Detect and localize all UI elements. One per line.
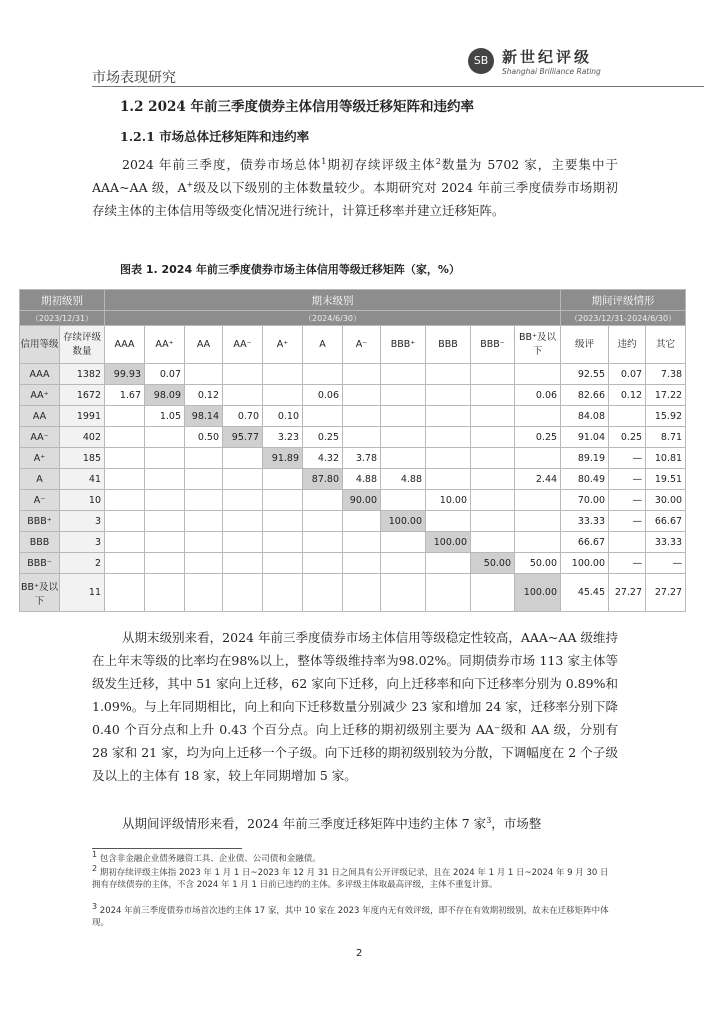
matrix-cell xyxy=(145,511,185,532)
col-header-period: 违约 xyxy=(609,326,646,364)
matrix-cell: 0.70 xyxy=(223,406,263,427)
matrix-cell xyxy=(343,532,381,553)
footnote-divider xyxy=(92,848,242,849)
matrix-cell xyxy=(223,553,263,574)
matrix-cell xyxy=(426,364,471,385)
matrix-cell xyxy=(263,364,303,385)
matrix-cell xyxy=(105,574,145,612)
col-header-end-grade: AAA xyxy=(105,326,145,364)
matrix-cell xyxy=(303,574,343,612)
table-row xyxy=(20,574,686,612)
matrix-cell xyxy=(263,490,303,511)
matrix-cell xyxy=(515,364,561,385)
matrix-cell xyxy=(223,469,263,490)
matrix-cell xyxy=(381,448,426,469)
period-cell: — xyxy=(609,511,646,532)
row-grade: AAA xyxy=(20,364,60,385)
table-row xyxy=(20,385,686,406)
matrix-cell xyxy=(303,511,343,532)
matrix-cell xyxy=(105,427,145,448)
group-date-row xyxy=(20,311,686,326)
row-count: 2 xyxy=(60,553,105,574)
row-count: 1672 xyxy=(60,385,105,406)
matrix-cell xyxy=(185,448,223,469)
matrix-cell xyxy=(426,427,471,448)
matrix-cell xyxy=(223,574,263,612)
matrix-cell xyxy=(263,532,303,553)
matrix-cell xyxy=(223,490,263,511)
col-header-count: 存续评级数量 xyxy=(60,326,105,364)
row-count: 11 xyxy=(60,574,105,612)
matrix-cell xyxy=(343,511,381,532)
matrix-cell: 90.00 xyxy=(343,490,381,511)
period-cell: 0.25 xyxy=(609,427,646,448)
table-caption: 图表 1. 2024 年前三季度债券市场主体信用等级迁移矩阵（家，%） xyxy=(120,263,460,276)
col-header-end-grade: A⁺ xyxy=(263,326,303,364)
matrix-cell xyxy=(426,553,471,574)
row-grade: AA xyxy=(20,406,60,427)
col-header-end-grade: BBB⁺ xyxy=(381,326,426,364)
matrix-cell xyxy=(381,406,426,427)
col-header-period: 级评 xyxy=(561,326,609,364)
period-cell: 45.45 xyxy=(561,574,609,612)
matrix-cell xyxy=(145,490,185,511)
row-count: 185 xyxy=(60,448,105,469)
matrix-cell xyxy=(223,532,263,553)
matrix-cell: 10.00 xyxy=(426,490,471,511)
period-cell: 84.08 xyxy=(561,406,609,427)
subsection-heading: 1.2.1 市场总体迁移矩阵和违约率 xyxy=(120,129,310,144)
row-grade: AA⁺ xyxy=(20,385,60,406)
matrix-cell xyxy=(343,427,381,448)
matrix-cell xyxy=(381,364,426,385)
matrix-cell: 0.06 xyxy=(515,385,561,406)
table-row xyxy=(20,490,686,511)
period-date: （2023/12/31-2024/6/30） xyxy=(561,311,686,326)
matrix-cell xyxy=(471,406,515,427)
period-cell: 27.27 xyxy=(646,574,686,612)
migration-matrix-table xyxy=(19,289,686,612)
period-cell: 15.92 xyxy=(646,406,686,427)
period-cell: 8.71 xyxy=(646,427,686,448)
period-cell: 91.04 xyxy=(561,427,609,448)
row-grade: BBB⁻ xyxy=(20,553,60,574)
rating-agency-logo-icon: SB xyxy=(468,48,494,74)
matrix-cell xyxy=(223,448,263,469)
matrix-cell: 2.44 xyxy=(515,469,561,490)
row-count: 1382 xyxy=(60,364,105,385)
matrix-cell xyxy=(343,406,381,427)
period-cell: 82.66 xyxy=(561,385,609,406)
page-number: 2 xyxy=(356,948,363,959)
table-row xyxy=(20,532,686,553)
period-cell: 10.81 xyxy=(646,448,686,469)
matrix-cell xyxy=(303,553,343,574)
matrix-cell: 99.93 xyxy=(105,364,145,385)
matrix-cell: 0.07 xyxy=(145,364,185,385)
section-heading: 1.2 2024 年前三季度债券主体信用等级迁移矩阵和违约率 xyxy=(120,99,474,115)
matrix-cell xyxy=(426,448,471,469)
row-grade: AA⁻ xyxy=(20,427,60,448)
matrix-cell: 4.32 xyxy=(303,448,343,469)
row-count: 3 xyxy=(60,511,105,532)
header-divider xyxy=(92,86,704,87)
col-header-end-grade: A⁻ xyxy=(343,326,381,364)
period-cell: 19.51 xyxy=(646,469,686,490)
table-row xyxy=(20,469,686,490)
col-header-period: 其它 xyxy=(646,326,686,364)
matrix-cell xyxy=(515,532,561,553)
matrix-cell: 4.88 xyxy=(381,469,426,490)
col-header-end-grade: BBB⁻ xyxy=(471,326,515,364)
matrix-cell xyxy=(381,385,426,406)
matrix-cell xyxy=(263,574,303,612)
matrix-cell: 98.14 xyxy=(185,406,223,427)
matrix-cell xyxy=(426,469,471,490)
period-cell: 33.33 xyxy=(561,511,609,532)
matrix-cell xyxy=(343,574,381,612)
matrix-cell xyxy=(185,532,223,553)
matrix-cell xyxy=(105,553,145,574)
matrix-cell xyxy=(223,364,263,385)
row-count: 3 xyxy=(60,532,105,553)
group-period-status: 期间评级情形 xyxy=(561,290,686,311)
matrix-cell xyxy=(471,427,515,448)
period-cell: 89.19 xyxy=(561,448,609,469)
period-cell: 80.49 xyxy=(561,469,609,490)
matrix-cell xyxy=(515,490,561,511)
matrix-cell xyxy=(343,385,381,406)
matrix-cell xyxy=(381,532,426,553)
footnote-2: $^2$ 期初存续评级主体指 2023 年 1 月 1 日~2023 年 12 月 31 日之间具有公开评级记录，且在 2024 年 1 月 1 日~2024 年 9 月 30 日拥有存续债券的主体，不含 2024 年 1 月 1 日前已违约的主体。多评级主体取最高评级，主体不重复计算。 xyxy=(92,864,609,890)
matrix-cell xyxy=(105,511,145,532)
matrix-cell xyxy=(145,532,185,553)
matrix-cell: 50.00 xyxy=(515,553,561,574)
footnote-3: $^3$ 2024 年前三季度债券市场首次违约主体 17 家，其中 10 家在 2023 年度内无有效评级，即不存在有效期初级别，故未在迁移矩阵中体现。 xyxy=(92,902,609,928)
group-end-grade: 期末级别 xyxy=(105,290,561,311)
period-cell: — xyxy=(609,469,646,490)
matrix-cell: 100.00 xyxy=(426,532,471,553)
matrix-cell: 0.25 xyxy=(303,427,343,448)
matrix-cell: 50.00 xyxy=(471,553,515,574)
matrix-body xyxy=(20,364,686,612)
period-cell: 70.00 xyxy=(561,490,609,511)
matrix-cell: 95.77 xyxy=(223,427,263,448)
matrix-cell: 3.23 xyxy=(263,427,303,448)
row-count: 10 xyxy=(60,490,105,511)
row-grade: A⁺ xyxy=(20,448,60,469)
matrix-cell xyxy=(185,469,223,490)
row-grade: BBB xyxy=(20,532,60,553)
matrix-cell xyxy=(471,532,515,553)
period-cell: 0.07 xyxy=(609,364,646,385)
matrix-cell xyxy=(381,427,426,448)
period-cell: 66.67 xyxy=(561,532,609,553)
period-cell: 0.12 xyxy=(609,385,646,406)
period-cell: 17.22 xyxy=(646,385,686,406)
matrix-cell xyxy=(145,574,185,612)
period-cell: 33.33 xyxy=(646,532,686,553)
period-cell: 100.00 xyxy=(561,553,609,574)
period-cell: 92.55 xyxy=(561,364,609,385)
matrix-cell xyxy=(105,469,145,490)
matrix-cell xyxy=(223,385,263,406)
period-cell: — xyxy=(646,553,686,574)
matrix-cell xyxy=(145,427,185,448)
matrix-cell: 0.12 xyxy=(185,385,223,406)
matrix-cell xyxy=(263,553,303,574)
period-cell xyxy=(609,406,646,427)
matrix-cell xyxy=(471,511,515,532)
matrix-cell xyxy=(515,448,561,469)
matrix-cell xyxy=(185,574,223,612)
end-date: （2024/6/30） xyxy=(105,311,561,326)
period-cell: — xyxy=(609,553,646,574)
period-cell: 66.67 xyxy=(646,511,686,532)
matrix-cell xyxy=(263,469,303,490)
matrix-cell xyxy=(303,532,343,553)
row-grade: BBB⁺ xyxy=(20,511,60,532)
group-initial-grade: 期初级别 xyxy=(20,290,105,311)
matrix-cell xyxy=(381,490,426,511)
group-header-row xyxy=(20,290,686,311)
matrix-cell: 0.06 xyxy=(303,385,343,406)
row-grade: A⁻ xyxy=(20,490,60,511)
matrix-cell xyxy=(105,490,145,511)
table-row xyxy=(20,553,686,574)
col-header-end-grade: A xyxy=(303,326,343,364)
matrix-cell: 0.50 xyxy=(185,427,223,448)
matrix-cell xyxy=(105,406,145,427)
matrix-cell xyxy=(471,385,515,406)
period-cell: 30.00 xyxy=(646,490,686,511)
matrix-cell xyxy=(145,553,185,574)
matrix-cell xyxy=(185,364,223,385)
matrix-cell xyxy=(185,511,223,532)
table-row xyxy=(20,364,686,385)
logo-english-name: Shanghai Brilliance Rating xyxy=(502,67,601,76)
matrix-cell xyxy=(426,385,471,406)
period-cell: — xyxy=(609,490,646,511)
matrix-cell xyxy=(263,511,303,532)
matrix-cell xyxy=(426,406,471,427)
matrix-cell xyxy=(343,364,381,385)
matrix-cell: 1.67 xyxy=(105,385,145,406)
matrix-cell: 0.25 xyxy=(515,427,561,448)
col-header-end-grade: AA⁺ xyxy=(145,326,185,364)
col-header-end-grade: AA⁻ xyxy=(223,326,263,364)
col-header-grade: 信用等级 xyxy=(20,326,60,364)
period-cell: — xyxy=(609,448,646,469)
table-row xyxy=(20,511,686,532)
logo-name: 新世纪评级 xyxy=(502,48,593,66)
matrix-cell xyxy=(223,511,263,532)
matrix-cell xyxy=(185,553,223,574)
row-grade: A xyxy=(20,469,60,490)
matrix-cell xyxy=(381,553,426,574)
footnote-1: $^1$ 包含非金融企业债务融资工具、企业债、公司债和金融债。 xyxy=(92,850,321,864)
period-cell: 27.27 xyxy=(609,574,646,612)
matrix-cell xyxy=(145,469,185,490)
matrix-cell xyxy=(145,448,185,469)
period-cell: 7.38 xyxy=(646,364,686,385)
matrix-cell xyxy=(381,574,426,612)
matrix-cell xyxy=(471,574,515,612)
col-header-end-grade: BBB xyxy=(426,326,471,364)
matrix-cell xyxy=(471,469,515,490)
col-header-end-grade: AA xyxy=(185,326,223,364)
matrix-cell xyxy=(185,490,223,511)
matrix-cell xyxy=(343,553,381,574)
col-header-end-grade: BB⁺及以下 xyxy=(515,326,561,364)
row-count: 402 xyxy=(60,427,105,448)
matrix-cell xyxy=(263,385,303,406)
initial-date: （2023/12/31） xyxy=(20,311,105,326)
header-title: 市场表现研究 xyxy=(92,70,176,86)
matrix-cell xyxy=(105,448,145,469)
table-row xyxy=(20,406,686,427)
matrix-cell xyxy=(105,532,145,553)
analysis-paragraph: 从期末级别来看，2024 年前三季度债券市场主体信用等级稳定性较高，AAA~AA 级维持在上年末等级的比率均在98%以上，整体等级维持率为98.02%。同期债券市场 113 家主体等级发生迁移，其中 51 家向上迁移，62 家向下迁移，向上迁移率和向下迁移率分别为 0.89%和 1.09%。与上年同期相比，向上和向下迁移数量分别减少 23 家和增加 24 家，迁移率分别下降 0.40 个百分点和上升 0.43 个百分点。向上迁移的期初级别主要为 AA⁻级和 AA 级，分别有 28 家和 21 家，均为向上迁移一个子级。向下迁移的期初级别较为分散，下调幅度在 2 个子级及以上的主体有 18 家，较上年同期增加 5 家。 xyxy=(92,630,618,783)
matrix-cell xyxy=(303,364,343,385)
period-cell xyxy=(609,532,646,553)
matrix-cell: 91.89 xyxy=(263,448,303,469)
row-grade: BB⁺及以下 xyxy=(20,574,60,612)
matrix-cell xyxy=(303,490,343,511)
row-count: 1991 xyxy=(60,406,105,427)
matrix-cell xyxy=(471,448,515,469)
table-row xyxy=(20,448,686,469)
period-paragraph: 从期间评级情形来看，2024 年前三季度迁移矩阵中违约主体 7 家$^3$，市场整 xyxy=(122,815,542,831)
matrix-cell xyxy=(426,574,471,612)
column-header-row xyxy=(20,326,686,364)
matrix-cell: 100.00 xyxy=(515,574,561,612)
row-count: 41 xyxy=(60,469,105,490)
matrix-cell xyxy=(515,406,561,427)
table-row xyxy=(20,427,686,448)
matrix-cell xyxy=(303,406,343,427)
matrix-cell: 87.80 xyxy=(303,469,343,490)
matrix-cell: 3.78 xyxy=(343,448,381,469)
matrix-cell xyxy=(515,511,561,532)
matrix-cell xyxy=(426,511,471,532)
matrix-cell: 4.88 xyxy=(343,469,381,490)
matrix-cell: 1.05 xyxy=(145,406,185,427)
matrix-cell xyxy=(471,364,515,385)
matrix-cell: 98.09 xyxy=(145,385,185,406)
matrix-cell: 0.10 xyxy=(263,406,303,427)
matrix-cell xyxy=(471,490,515,511)
intro-paragraph: 2024 年前三季度，债券市场总体$^1$期初存续评级主体$^2$数量为 5702 家，主要集中于 AAA~AA 级，A+级及以下级别的主体数量较少。本期研究对 2024 年前三季度债券市场期初存续主体的主体信用等级变化情况进行统计，计算迁移率并建立迁移矩阵。 xyxy=(92,156,618,218)
matrix-cell: 100.00 xyxy=(381,511,426,532)
